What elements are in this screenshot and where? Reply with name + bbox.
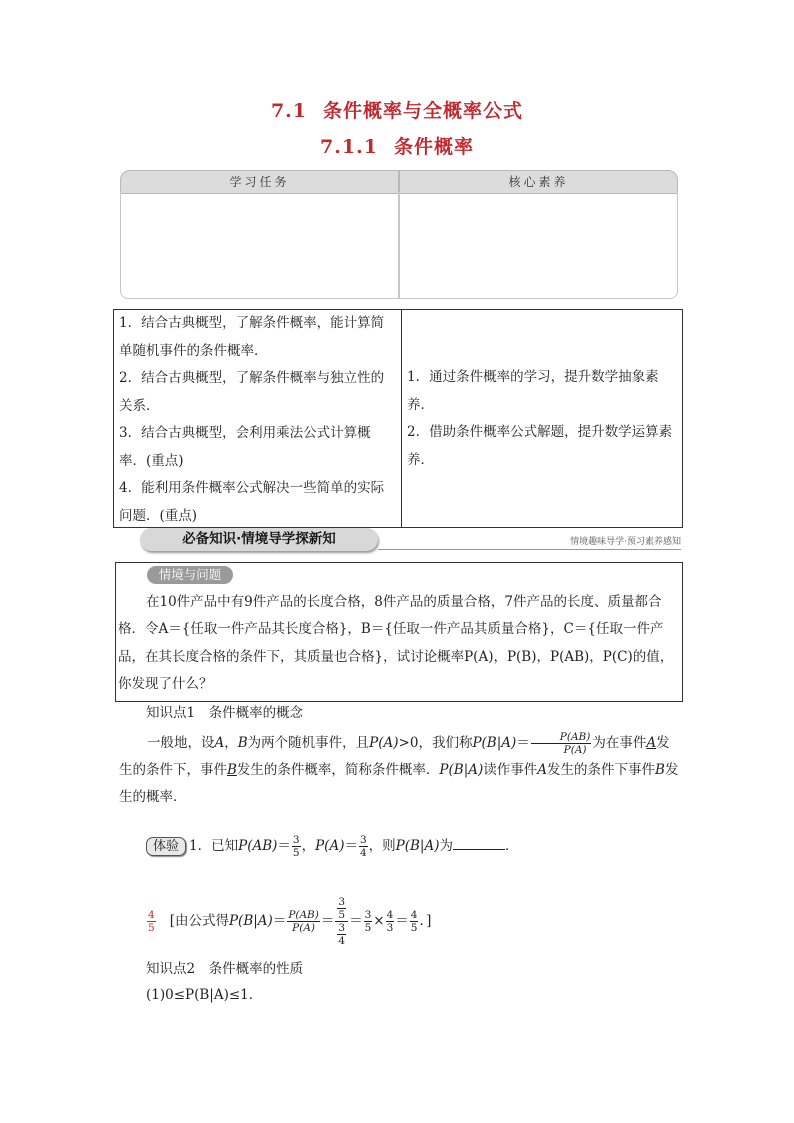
- experience-badge: 体验: [146, 837, 186, 856]
- core-literacy-column: [401, 310, 683, 527]
- table-empty-cell-right: [399, 192, 678, 299]
- fraction: $\frac{4}{3}$: [386, 909, 394, 934]
- fraction: $\frac{3}{5}$: [364, 909, 372, 934]
- answer-blank: [453, 835, 505, 850]
- literacy-item: 1．通过条件概率的学习，提升数学抽象素养．: [407, 369, 659, 413]
- task-item: 2．结合古典概型，了解条件概率与独立性的关系．: [119, 370, 385, 414]
- fraction: $\frac{3}{5}$: [338, 896, 346, 921]
- conditional-probability-definition: 一般地，设A，B为两个随机事件，且P(A)>0，我们称P(B|A)＝ $\frac{P(AB)}{P(A)}$ 为在事件A发生的条件下，事件B发生的条件概率，简称条件概率．P(B|A)读作事件A发生的条件下事件B发生的概率．: [119, 731, 679, 805]
- learning-tasks-column: [114, 310, 402, 527]
- banner-note: 情境趣味导学·预习素养感知: [570, 537, 681, 547]
- fraction: $\frac{P(AB)}{P(A)}$: [288, 909, 319, 934]
- compound-fraction: [335, 896, 348, 947]
- table-empty-cell-left: [120, 192, 399, 299]
- task-item: 3．结合古典概型，会利用乘法公式计算概率．(重点): [119, 425, 371, 469]
- situation-badge: 情境与问题: [147, 566, 233, 584]
- definition-fraction: $\frac{P(AB)}{P(A)}$: [531, 731, 592, 756]
- section-banner: 必备知识·情境导学探新知: [140, 528, 378, 551]
- task-item: 1．结合古典概型，了解条件概率，能计算简单随机事件的条件概率．: [119, 315, 385, 359]
- knowledge-point-1-heading: 知识点1 条件概率的概念: [146, 705, 304, 721]
- literacy-item: 2．借助条件概率公式解题，提升数学运算素养．: [407, 424, 673, 468]
- fraction: $\frac{3}{4}$: [338, 922, 346, 947]
- table-header-literacy: 核心素养: [399, 170, 678, 194]
- knowledge-point-2-heading: 知识点2 条件概率的性质: [146, 961, 304, 977]
- table-header-tasks: 学习任务: [120, 170, 399, 194]
- task-item: 4．能利用条件概率公式解决一些简单的实际问题．(重点): [119, 480, 385, 524]
- experience-question: 体验 1．已知P(AB)＝ $\frac{3}{5}$ ，P(A)＝ $\frac{3}{4}$ ，则P(B|A)为 ．: [146, 833, 519, 860]
- goals-table: [113, 309, 683, 528]
- experience-answer: $\frac{4}{5}$ [由公式得P(B|A)＝ $\frac{P(AB)}{P(A)}$ ＝ $\frac{\frac{3}{5}}{\frac{3}{4}}$ ＝ $\frac{3}{5}$ × $\frac{4}{3}$ ＝ $\frac{4}{5}$ ．]: [148, 896, 432, 947]
- property-1: (1)0≤P(B|A)≤1．: [146, 987, 263, 1003]
- situation-box: [115, 562, 683, 702]
- fraction: $\frac{3}{5}$: [292, 834, 300, 859]
- section-title: 7.1 条件概率与全概率公式: [270, 100, 524, 122]
- fraction: $\frac{4}{5}$: [410, 909, 418, 934]
- situation-text: 在10件产品中有9件产品的长度合格，8件产品的质量合格，7件产品的长度、质量都合格．令A＝{任取一件产品其长度合格}，B＝{任取一件产品其质量合格}，C＝{任取一件产品，在其长度合格的条件下，其质量也合格}，试讨论概率P(A)，P(B)，P(AB)，P(C)的值，你发现了什么？: [118, 594, 674, 692]
- answer-value: $\frac{4}{5}$: [148, 909, 155, 934]
- fraction: $\frac{3}{4}$: [359, 834, 367, 859]
- subsection-title: 7.1.1 条件概率: [320, 136, 474, 158]
- banner-divider: [378, 549, 681, 550]
